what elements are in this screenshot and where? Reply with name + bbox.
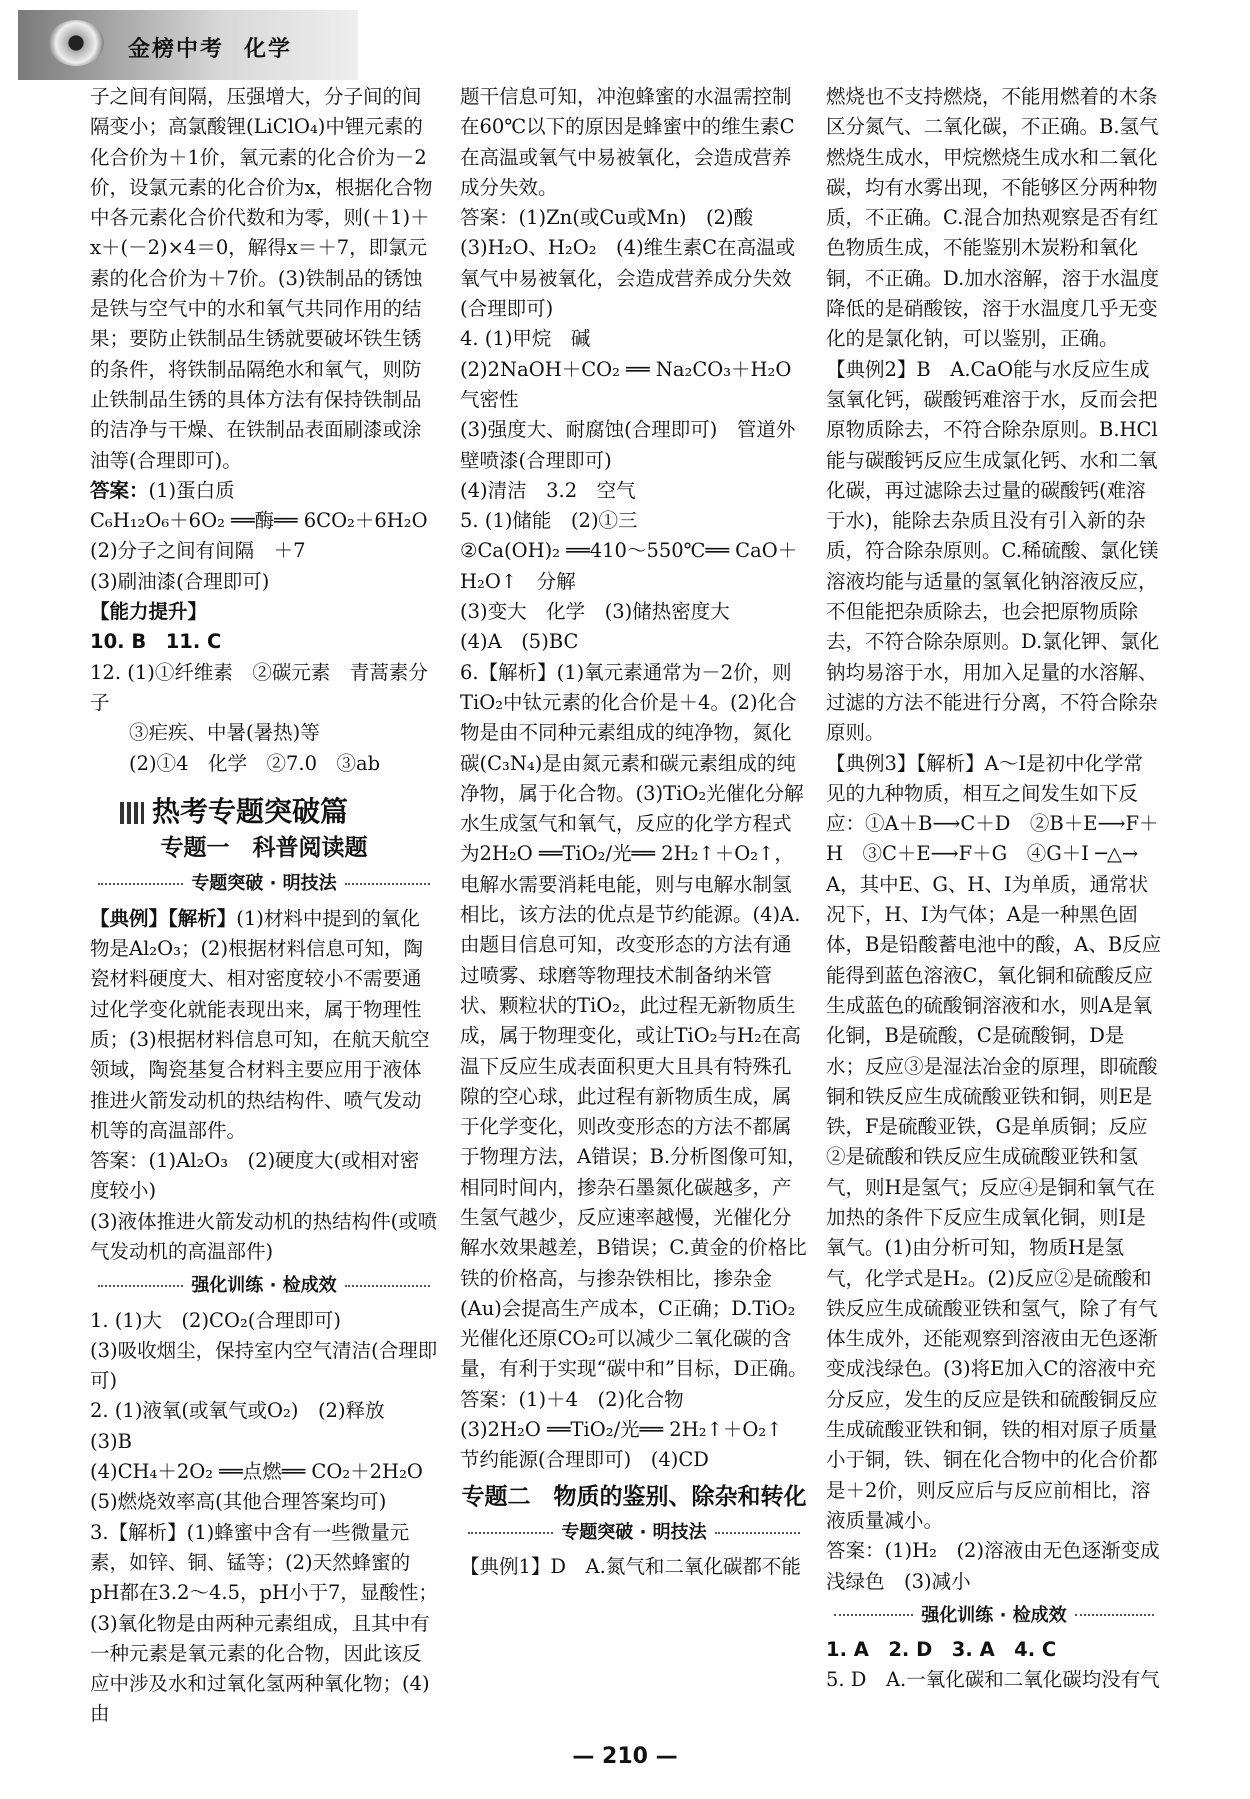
answer-text: 12. (1)①纤维素 ②碳元素 青蒿素分子	[90, 660, 428, 714]
answer-text: (5)燃烧效率高(其他合理答案均可)	[90, 1490, 387, 1514]
section-rule: 强化训练 · 检成效	[90, 1271, 438, 1301]
paragraph: 【典例2】B A.CaO能与水反应生成氢氧化钙，碳酸钙难溶于水，反而会把原物质除去，不符合除杂原则。B.HCl能与碳酸钙反应生成氯化钙、水和二氧化碳，再过滤除去过量的碳酸钙(难溶于水)，能除去杂质且没有引入新的杂质，符合除杂原则。C.稀硫酸、氯化镁溶液均能与适量的氢氧化钠溶液反应，不但能把杂质除去，也会把原物质除去，不符合除杂原则。D.氯化钾、氯化钠均易溶于水，用加入足量的水溶解、过滤的方法不能进行分离，不符合除杂原则。	[826, 357, 1160, 745]
answer-text: (3)强度大、耐腐蚀(合理即可) 管道外壁喷漆(合理即可)	[460, 418, 796, 472]
section-rule: 专题突破 · 明技法	[90, 869, 438, 899]
equation: (4)CH₄＋2O₂ ══点燃══ CO₂＋2H₂O	[90, 1460, 423, 1484]
answer-label: 答案：	[90, 478, 149, 502]
bar-chart-icon	[120, 802, 144, 824]
brand-name: 金榜中考	[128, 37, 225, 62]
topic-title: 专题二 物质的鉴别、除杂和转化	[461, 1483, 807, 1510]
section-rule: 专题突破 · 明技法	[460, 1518, 808, 1548]
column-middle	[460, 82, 811, 1583]
answer-text: (3)变大 化学 (3)储热密度大	[460, 600, 730, 624]
subject-name: 化学	[244, 37, 293, 62]
answer-text: 答案：(1)Al₂O₃ (2)硬度大(或相对密度较小)	[90, 1149, 420, 1203]
answer-text: (3)吸收烟尘，保持室内空气清洁(合理即可)	[90, 1338, 438, 1393]
answer-text: 答案：(1)H₂ (2)溶液由无色逐渐变成浅绿色 (3)减小	[826, 1539, 1160, 1593]
equation: (3)2H₂O ══TiO₂/光══ 2H₂↑＋O₂↑ 节约能源(合理即可) (4)CD	[460, 1418, 803, 1472]
answer-text: (2)分子之间有间隔 ＋7	[90, 539, 306, 563]
equation: (2)2NaOH＋CO₂ ══ Na₂CO₃＋H₂O 气密性	[460, 357, 811, 411]
answer-text: (2)①4 化学 ②7.0 ③ab	[90, 751, 381, 775]
answer-text: (3)H₂O、H₂O₂ (4)维生素C在高温或氧气中易被氧化，会造成营养成分失效(合理即可)	[460, 236, 796, 321]
paragraph: 燃烧也不支持燃烧，不能用燃着的木条区分氮气、二氧化碳，不正确。B.氢气燃烧生成水，甲烷燃烧生成水和二氧化碳，均有水雾出现，不能够区分两种物质，不正确。C.混合加热观察是否有红色物质生成，不能鉴别木炭粉和氧化铜，不正确。D.加水溶解，溶于水温度降低的是硝酸铵，溶于水温度几乎无变化的是氯化钠，可以鉴别，正确。	[826, 85, 1160, 351]
paragraph: 【典例1】D A.氮气和二氧化碳都不能	[460, 1555, 801, 1579]
answer-text: (4)清洁 3.2 空气	[460, 478, 636, 502]
answer-text: (4)A (5)BC	[460, 630, 579, 654]
answer-text: 2. (1)液氧(或氧气或O₂) (2)释放	[90, 1399, 385, 1423]
answer-text: 1. (1)大 (2)CO₂(合理即可)	[90, 1308, 341, 1332]
answer-text: (3)液体推进火箭发动机的热结构件(或喷气发动机的高温部件)	[90, 1209, 438, 1263]
paragraph: (1)材料中提到的氧化物是Al₂O₃；(2)根据材料信息可知，陶瓷材料硬度大、相对密度较小不需要通过化学变化就能表现出来，属于物理性质；(3)根据材料信息可知，在航天航空领域，陶瓷基复合材料主要应用于液体推进火箭发动机的热结构件、喷气发动机等的高温部件。	[90, 906, 430, 1142]
paragraph: 3.【解析】(1)蜂蜜中含有一些微量元素，如锌、铜、锰等；(2)天然蜂蜜的pH都在3.2～4.5，pH小于7，显酸性；(3)氧化物是由两种元素组成，且其中有一种元素是氧元素的化合物，因此该反应中涉及水和过氧化氢两种氧化物；(4)由	[90, 1520, 438, 1726]
paragraph: 【典例3】【解析】A～I是初中化学常见的九种物质，相互之间发生如下反应：①A＋B⟶C＋D ②B＋E⟶F＋H ③C＋E⟶F＋G ④G＋I ─△→ A，其中E、G、H、I为单质，通常状况下，H、I为气体；A是一种黑色固体，B是铅酸蓄电池中的酸，A、B反应能得到蓝色溶液C，氧化铜和硫酸反应生成蓝色的硫酸铜溶液和水，则A是氧化铜，B是硫酸，C是硫酸铜，D是水；反应③是湿法冶金的原理，即硫酸铜和铁反应生成硫酸亚铁和铜，则E是铁，F是硫酸亚铁，G是单质铜；反应②是硫酸和铁反应生成硫酸亚铁和氢气，则H是氢气；反应④是铜和氧气在加热的条件下反应生成氧化铜，则I是氧气。(1)由分析可知，物质H是氢气，化学式是H₂。(2)反应②是硫酸和铁反应生成硫酸亚铁和氢气，除了有气体生成外，还能观察到溶液由无色逐渐变成浅绿色。(3)将E加入C的溶液中充分反应，发生的反应是铁和硫酸铜反应生成硫酸亚铁和铜，铁的相对原子质量小于铜，铁、铜在化合物中的化合价都是＋2价，则反应后与反应前相比，溶液质量减小。	[826, 751, 1162, 1532]
answer-text: 4. (1)甲烷 碱	[460, 327, 591, 351]
answer-text: (1)蛋白质	[148, 478, 235, 502]
answer-text: (3)刷油漆(合理即可)	[90, 569, 270, 593]
page-number: — 210 —	[572, 1744, 678, 1769]
answer-text: 答案：(1)＋4 (2)化合物	[460, 1387, 684, 1411]
answer-text: (3)B	[90, 1429, 132, 1453]
paragraph: 6.【解析】(1)氧元素通常为－2价，则TiO₂中钛元素的化合价是＋4。(2)化合物是由不同种元素组成的纯净物，氮化碳(C₃N₄)是由氮元素和碳元素组成的纯净物，属于化合物。(3)TiO₂光催化分解水生成氢气和氧气，反应的化学方程式为2H₂O ══TiO₂/光══ 2H₂↑＋O₂↑，电解水需要消耗电能，则与电解水制氢相比，该方法的优点是节约能源。(4)A.由题目信息可知，改变形态的方法有通过喷雾、球磨等物理技术制备纳米管状、颗粒状的TiO₂，此过程无新物质生成，属于物理变化，或让TiO₂与H₂在高温下反应生成表面积更大且具有特殊孔隙的空心球，此过程有新物质生成，属于化学变化，则改变形态的方法不都属于物理方法，A错误；B.分析图像可知，相同时间内，掺杂石墨氮化碳越多，产生氢气越少，反应速率越慢，光催化分解水效果越差，B错误；C.黄金的价格比铁的价格高，与掺杂铁相比，掺杂金(Au)会提高生产成本，C正确；D.TiO₂光催化还原CO₂可以减少二氧化碳的含量，有利于实现“碳中和”目标，D正确。	[460, 660, 808, 1381]
equation: C₆H₁₂O₆＋6O₂ ══酶══ 6CO₂＋6H₂O	[90, 509, 428, 533]
section-rule: 强化训练 · 检成效	[826, 1601, 1162, 1631]
column-right	[826, 82, 1162, 1696]
answer-text: 1. A 2. D 3. A 4. C	[826, 1638, 1057, 1662]
equation: ②Ca(OH)₂ ══410～550℃══ CaO＋H₂O↑ 分解	[460, 539, 798, 593]
paragraph: 子之间有间隔，压强增大，分子间的间隔变小；高氯酸锂(LiClO₄)中锂元素的化合价为＋1价，氧元素的化合价为－2价，设氯元素的化合价为x，根据化合物中各元素化合价代数和为零，则(＋1)＋x＋(－2)×4＝0，解得x＝＋7，即氯元素的化合价为＋7价。(3)铁制品的锈蚀是铁与空气中的水和氧气共同作用的结果；要防止铁制品生锈就要破坏铁生锈的条件，将铁制品隔绝水和氧气，则防止铁制品生锈的具体方法有保持铁制品的洁净与干燥、在铁制品表面刷漆或涂油等(合理即可)。	[90, 85, 433, 472]
answer-text: ③疟疾、中暑(暑热)等	[90, 721, 320, 745]
topic-title: 专题一 科普阅读题	[160, 835, 368, 862]
answer-text: 答案：(1)Zn(或Cu或Mn) (2)酸	[460, 206, 754, 230]
paragraph: 5. D A.一氧化碳和二氧化碳均没有气	[826, 1668, 1160, 1692]
section-label: 【能力提升】	[90, 600, 208, 624]
answer-text: 5. (1)储能 (2)①三	[460, 509, 638, 533]
example-label: 【典例】【解析】	[90, 906, 237, 930]
book-title	[128, 32, 292, 63]
column-left	[90, 82, 438, 1730]
part-title: 热考专题突破篇	[120, 797, 438, 827]
page-header	[18, 10, 358, 80]
paragraph: 题干信息可知，冲泡蜂蜜的水温需控制在60℃以下的原因是蜂蜜中的维生素C在高温或氧气中易被氧化，会造成营养成分失效。	[460, 85, 795, 199]
answer-text: 10. B 11. C	[90, 630, 222, 654]
eye-logo-icon	[48, 20, 104, 66]
